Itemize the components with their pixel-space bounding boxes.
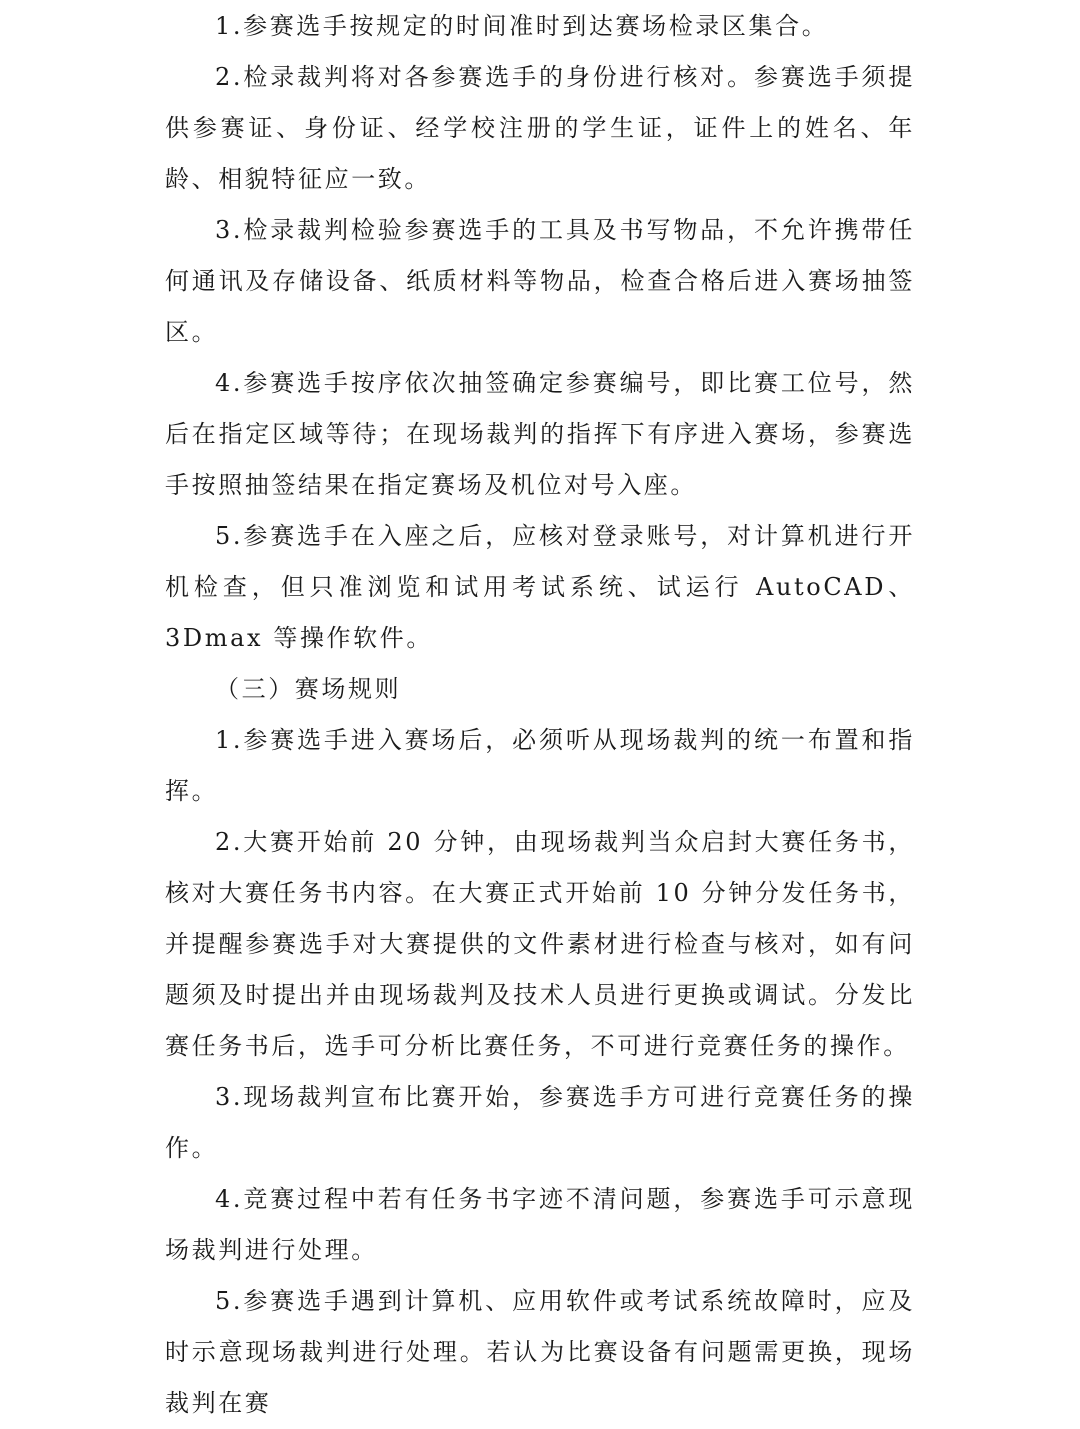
paragraph-identity-verification: 2.检录裁判将对各参赛选手的身份进行核对。参赛选手须提供参赛证、身份证、经学校注册的学生证，证件上的姓名、年龄、相貌特征应一致。 (165, 63, 915, 193)
document-body (165, 0, 915, 1429)
section-heading-venue-rules: （三）赛场规则 (215, 675, 402, 703)
paragraph-task-book-distribution: 2.大赛开始前 20 分钟，由现场裁判当众启封大赛任务书，核对大赛任务书内容。在大赛正式开始前 10 分钟分发任务书，并提醒参赛选手对大赛提供的文件素材进行检查与核对，如有问题须及时提出并由现场裁判及技术人员进行更换或调试。分发比赛任务书后，选手可分析比赛任务，不可进行竞赛任务的操作。 (165, 828, 915, 1060)
paragraph-unclear-handwriting: 4.竞赛过程中若有任务书字迹不清问题，参赛选手可示意现场裁判进行处理。 (165, 1185, 915, 1264)
paragraph-obey-referee: 1.参赛选手进入赛场后，必须听从现场裁判的统一布置和指挥。 (165, 726, 915, 805)
paragraph-computer-check: 5.参赛选手在入座之后，应核对登录账号，对计算机进行开机检查，但只准浏览和试用考试系统、试运行 AutoCAD、3Dmax 等操作软件。 (165, 522, 915, 652)
paragraph-competition-start: 3.现场裁判宣布比赛开始，参赛选手方可进行竞赛任务的操作。 (165, 1083, 915, 1162)
paragraph-checkin-assembly: 1.参赛选手按规定的时间准时到达赛场检录区集合。 (215, 12, 829, 40)
paragraph-draw-lots: 4.参赛选手按序依次抽签确定参赛编号，即比赛工位号，然后在指定区域等待；在现场裁判的指挥下有序进入赛场，参赛选手按照抽签结果在指定赛场及机位对号入座。 (165, 369, 915, 499)
paragraph-equipment-failure: 5.参赛选手遇到计算机、应用软件或考试系统故障时，应及时示意现场裁判进行处理。若认为比赛设备有问题需更换，现场裁判在赛 (165, 1287, 915, 1417)
paragraph-tool-inspection: 3.检录裁判检验参赛选手的工具及书写物品，不允许携带任何通讯及存储设备、纸质材料等物品，检查合格后进入赛场抽签区。 (165, 216, 915, 346)
